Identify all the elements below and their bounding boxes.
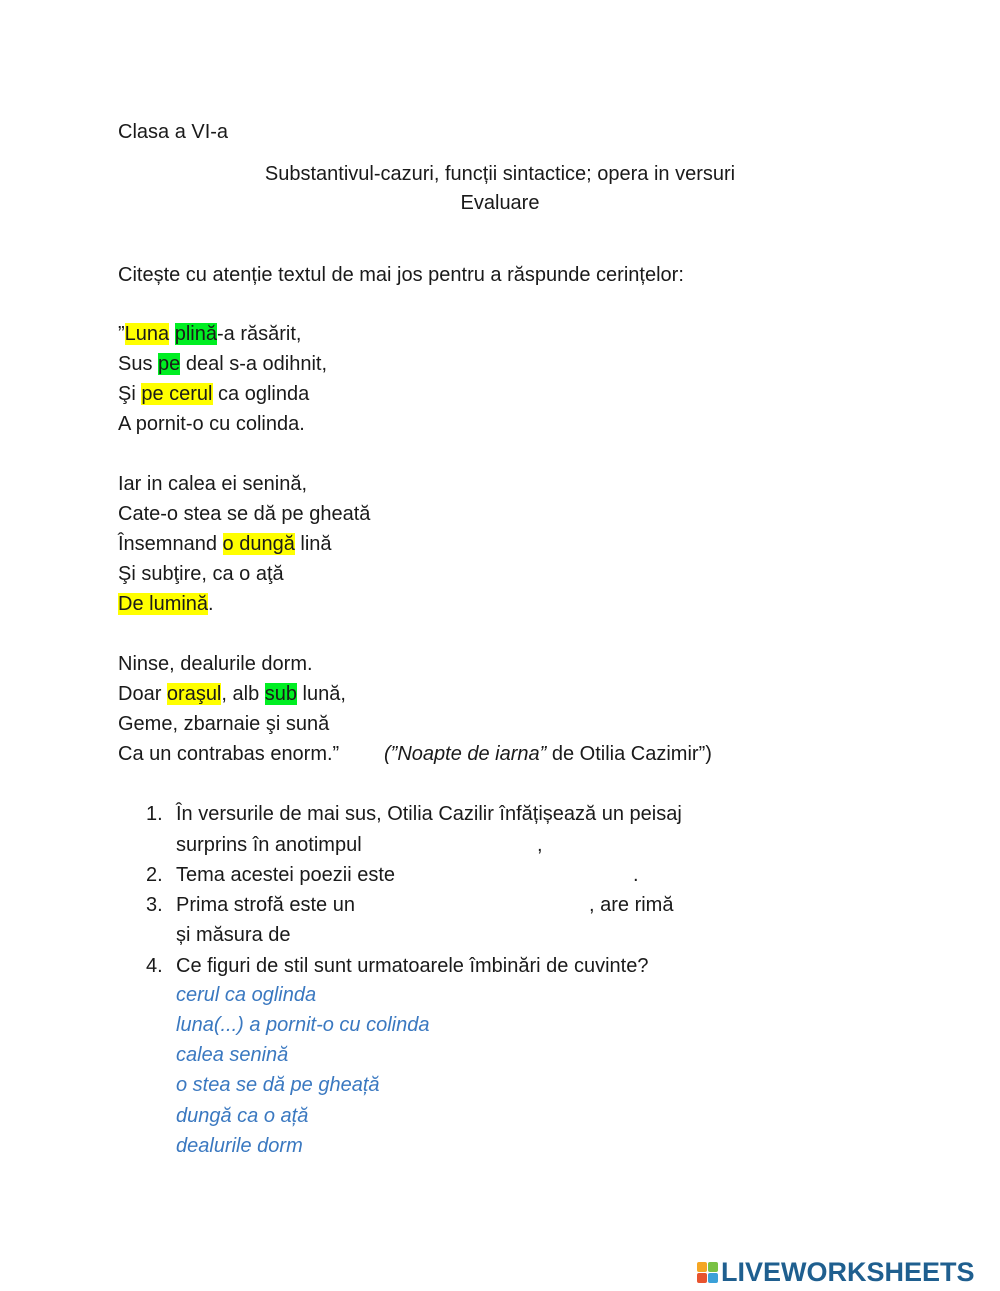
- poem-source: (”Noapte de iarna” de Otilia Cazimir”): [384, 743, 712, 765]
- question-number: 4.: [146, 955, 163, 977]
- highlight-sub: sub: [264, 683, 297, 705]
- highlight-luna: Luna: [124, 323, 170, 345]
- answer-blank-trail: .: [633, 864, 639, 886]
- poem-line: De lumină.: [118, 593, 214, 615]
- figure-item: cerul ca oglinda: [176, 984, 317, 1006]
- question-4-text: Ce figuri de stil sunt urmatoarele îmbinări de cuvinte?: [176, 955, 649, 977]
- question-1-text-line2: surprins în anotimpul: [176, 834, 362, 856]
- figure-item: dungă ca o ață: [176, 1105, 309, 1127]
- highlight-plina: plină: [174, 323, 217, 345]
- poem-line: Şi pe cerul ca oglinda: [118, 383, 310, 405]
- poem-line: Însemnand o dungă lină: [118, 533, 332, 555]
- poem-line: A pornit-o cu colinda.: [118, 413, 305, 435]
- question-3-text-line2: și măsura de: [176, 924, 291, 946]
- poem-line: Cate-o stea se dă pe gheată: [118, 503, 371, 525]
- poem-line: Geme, zbarnaie şi sună: [118, 713, 330, 735]
- highlight-de-lumina: De lumină: [118, 593, 209, 615]
- subject-title: Substantivul-cazuri, funcții sintactice; opera in versuri: [264, 163, 736, 185]
- logo-square: [697, 1262, 707, 1272]
- evaluation-title: Evaluare: [460, 192, 540, 214]
- instruction-text: Citește cu atenție textul de mai jos pentru a răspunde cerințelor:: [118, 264, 684, 286]
- highlight-pe: pe: [158, 353, 181, 375]
- logo-square: [708, 1273, 718, 1283]
- poem-line: ”Luna plină-a răsărit,: [118, 323, 302, 345]
- answer-blank-trail: ,: [537, 834, 543, 856]
- figure-item: dealurile dorm: [176, 1135, 303, 1157]
- liveworksheets-logo: [697, 1257, 975, 1287]
- question-number: 1.: [146, 803, 163, 825]
- poem-line: Iar in calea ei senină,: [118, 473, 308, 495]
- liveworksheets-logo-icon: [697, 1262, 718, 1283]
- poem-line: Şi subţire, ca o aţă: [118, 563, 284, 585]
- figure-item: luna(...) a pornit-o cu colinda: [176, 1014, 430, 1036]
- highlight-o-dunga: o dungă: [222, 533, 295, 555]
- figure-item: o stea se dă pe gheață: [176, 1074, 380, 1096]
- class-label: Clasa a VI-a: [118, 121, 229, 143]
- poem-line: Ninse, dealurile dorm.: [118, 653, 313, 675]
- question-number: 2.: [146, 864, 163, 886]
- logo-square: [697, 1273, 707, 1283]
- logo-square: [708, 1262, 718, 1272]
- question-3-text: Prima strofă este un: [176, 894, 355, 916]
- poem-line: Ca un contrabas enorm.”: [118, 743, 340, 765]
- answer-blank-trail: , are rimă: [589, 894, 674, 916]
- highlight-pe-cerul: pe cerul: [141, 383, 213, 405]
- highlight-orasul: oraşul: [166, 683, 222, 705]
- question-number: 3.: [146, 894, 163, 916]
- poem-line: Sus pe deal s-a odihnit,: [118, 353, 328, 375]
- figure-item: calea senină: [176, 1044, 289, 1066]
- question-1-text: În versurile de mai sus, Otilia Cazilir înfățișează un peisaj: [176, 803, 682, 825]
- question-2-text: Tema acestei poezii este: [176, 864, 396, 886]
- poem-line: Doar oraşul, alb sub lună,: [118, 683, 346, 705]
- logo-text: LIVEWORKSHEETS: [721, 1256, 975, 1287]
